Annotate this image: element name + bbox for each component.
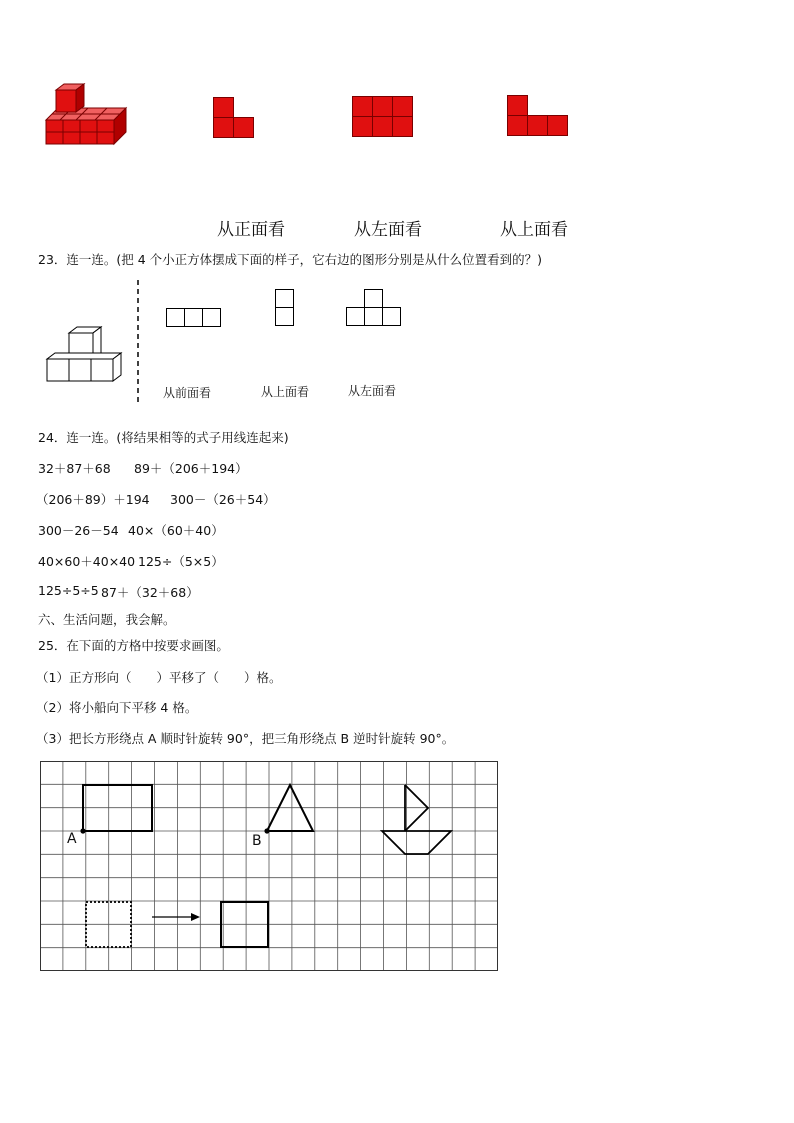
q25-boat xyxy=(382,785,451,854)
q24-expr-left-2[interactable]: （206＋89）＋194 xyxy=(36,492,150,507)
q24-expr-right-5[interactable]: 87＋（32＋68） xyxy=(101,585,199,600)
q22-view-label-front: 从正面看 xyxy=(217,220,285,240)
q23-title: 23．连一连。(把 4 个小正方体摆成下面的样子，它右边的图形分别是从什么位置看到的？) xyxy=(38,252,543,267)
q24-expr-left-4[interactable]: 40×60＋40×40 xyxy=(38,554,136,569)
q24-expr-left-1[interactable]: 32＋87＋68 xyxy=(38,461,111,476)
q24-expr-right-4[interactable]: 125÷（5×5） xyxy=(138,554,224,569)
q25-drawing-grid[interactable] xyxy=(40,761,498,971)
section-6-heading: 六、生活问题，我会解。 xyxy=(38,612,176,627)
q22-view-label-left: 从左面看 xyxy=(354,220,422,240)
q22-solid-figure xyxy=(40,80,140,150)
q23-view-c xyxy=(346,289,402,327)
q22-view-label-top: 从上面看 xyxy=(500,220,568,240)
q24-expr-left-3[interactable]: 300－26－54 xyxy=(38,523,119,538)
q25-part-3: （3）把长方形绕点 A 顺时针旋转 90°，把三角形绕点 B 逆时针旋转 90°。 xyxy=(36,731,455,746)
q22-view-left xyxy=(352,96,414,138)
q22-view-top xyxy=(507,95,569,137)
q23-dashed-divider xyxy=(136,280,140,405)
q25-point-a-label: A xyxy=(67,831,77,847)
q24-expr-right-3[interactable]: 40×（60＋40） xyxy=(128,523,224,538)
q25-point-a-dot xyxy=(80,828,85,833)
q25-title: 25．在下面的方格中按要求画图。 xyxy=(38,638,229,653)
q22-view-front xyxy=(213,97,255,139)
q24-expr-right-2[interactable]: 300－（26＋54） xyxy=(170,492,276,507)
q23-label-left: 从左面看 xyxy=(348,384,397,398)
q23-label-front: 从前面看 xyxy=(163,386,212,400)
q25-arrow xyxy=(152,913,200,921)
q23-view-a xyxy=(166,308,222,328)
q23-label-top: 从上面看 xyxy=(261,385,310,399)
q25-point-b-dot xyxy=(264,828,269,833)
q25-part-2: （2）将小船向下平移 4 格。 xyxy=(36,700,198,715)
q24-expr-right-1[interactable]: 89＋（206＋194） xyxy=(134,461,248,476)
q25-part-1: （1）正方形向（ ）平移了（ ）格。 xyxy=(36,670,282,685)
q23-cube-stack xyxy=(45,325,125,385)
q23-view-b xyxy=(275,289,295,327)
q24-title: 24．连一连。(将结果相等的式子用线连起来) xyxy=(38,430,289,445)
q25-point-b-label: B xyxy=(252,833,262,849)
q24-expr-left-5[interactable]: 125÷5÷5 xyxy=(38,583,99,598)
